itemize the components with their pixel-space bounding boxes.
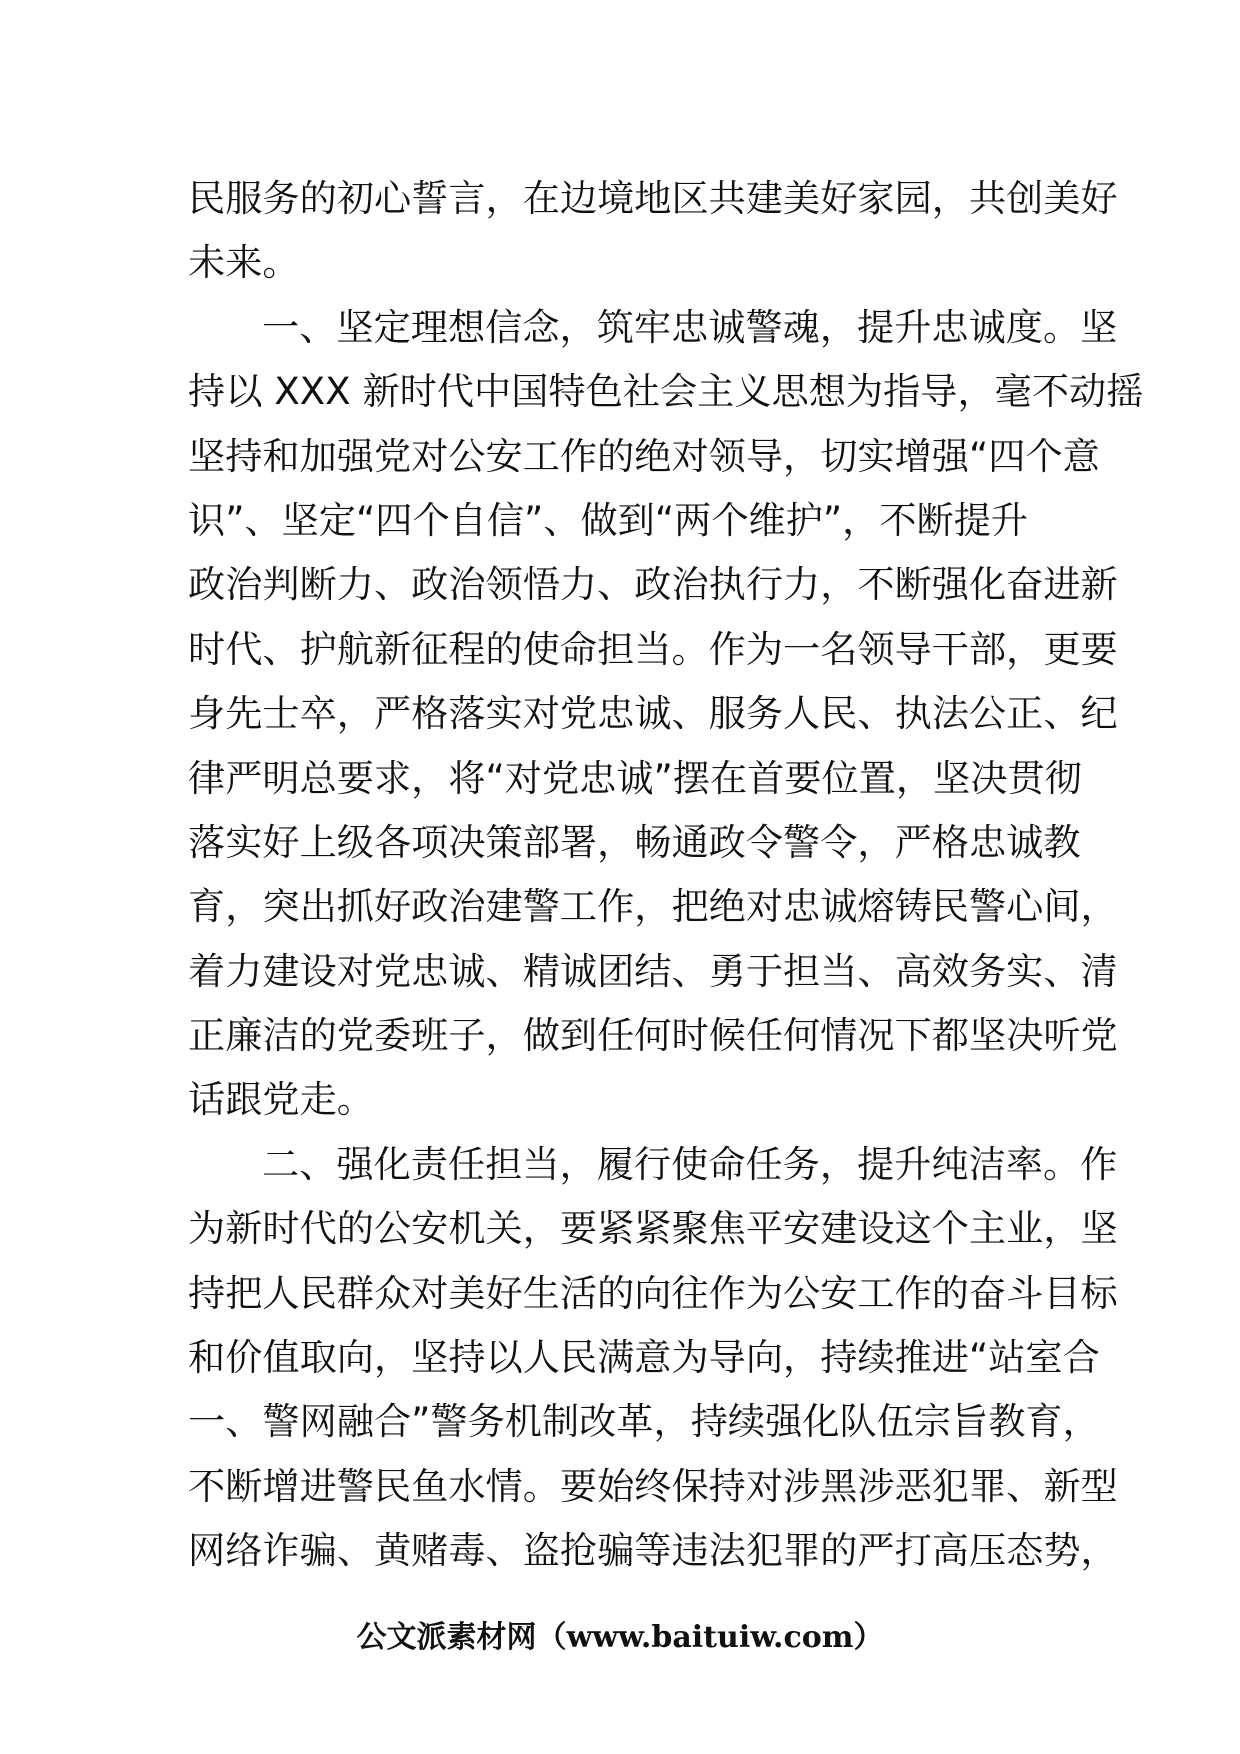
text-line: 为新时代的公安机关，要紧紧聚焦平安建设这个主业，坚 [188,1206,1118,1251]
text-line: 律严明总要求，将“对党忠诚”摆在首要位置，坚决贯彻 [188,755,1082,800]
text-line: 持以 XXX 新时代中国特色社会主义思想为指导，毫不动摇 [188,369,1144,414]
text-line: 未来。 [188,240,300,285]
footer-watermark: 公文派素材网（www.baituiw.com） [356,1620,884,1655]
text-line: 落实好上级各项决策部署，畅通政令警令，严格忠诚教 [188,819,1081,864]
text-line: 政治判断力、政治领悟力、政治执行力，不断强化奋进新 [188,562,1118,607]
text-line: 网络诈骗、黄赌毒、盗抢骗等违法犯罪的严打高压态势， [188,1528,1118,1573]
text-line: 识”、坚定“四个自信”、做到“两个维护”，不断提升 [188,497,1029,542]
text-line: 育，突出抓好政治建警工作，把绝对忠诚熔铸民警心间， [188,884,1118,929]
text-line: 不断增进警民鱼水情。要始终保持对涉黑涉恶犯罪、新型 [188,1463,1118,1508]
text-line: 身先士卒，严格落实对党忠诚、服务人民、执法公正、纪 [188,691,1118,736]
text-line: 时代、护航新征程的使命担当。作为一名领导干部，更要 [188,626,1118,671]
text-line: 和价值取向，坚持以人民满意为导向，持续推进“站室合 [188,1335,1100,1380]
text-line: 正廉洁的党委班子，做到任何时候任何情况下都坚决听党 [188,1013,1118,1058]
text-line: 持把人民群众对美好生活的向往作为公安工作的奋斗目标 [188,1270,1118,1315]
section-heading-line: 二、强化责任担当，履行使命任务，提升纯洁率。作 [262,1141,1118,1186]
text-line: 一、警网融合”警务机制改革，持续强化队伍宗旨教育， [188,1399,1100,1444]
text-line: 话跟党走。 [188,1077,374,1122]
text-line: 着力建设对党忠诚、精诚团结、勇于担当、高效务实、清 [188,948,1118,993]
text-line: 坚持和加强党对公安工作的绝对领导，切实增强“四个意 [188,433,1100,478]
document-body [188,166,1144,1583]
section-heading-line: 一、坚定理想信念，筑牢忠诚警魂，提升忠诚度。坚 [262,304,1118,349]
text-line: 民服务的初心誓言，在边境地区共建美好家园，共创美好 [188,176,1118,220]
